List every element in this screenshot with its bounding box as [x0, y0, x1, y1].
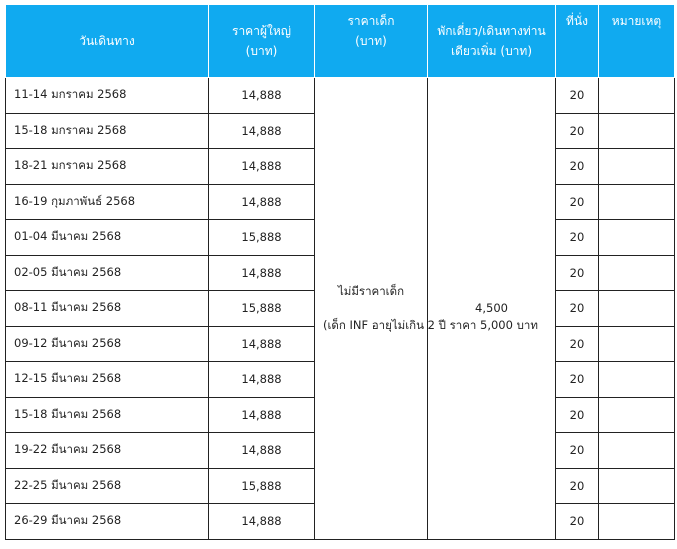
cell-note: [599, 362, 675, 398]
cell-note: [599, 397, 675, 433]
header-date: วันเดินทาง: [6, 5, 209, 78]
cell-note: [599, 184, 675, 220]
cell-single-supplement: 4,500: [428, 78, 556, 540]
cell-adult-price: 14,888: [209, 397, 315, 433]
header-seats: ที่นั่ง: [556, 5, 599, 78]
cell-travel-date: 18-21 มกราคม 2568: [6, 149, 209, 185]
cell-note: [599, 149, 675, 185]
cell-note: [599, 78, 675, 114]
cell-adult-price: 14,888: [209, 184, 315, 220]
cell-adult-price: 14,888: [209, 504, 315, 540]
cell-adult-price: 15,888: [209, 468, 315, 504]
cell-adult-price: 14,888: [209, 78, 315, 114]
cell-seats: 20: [556, 113, 599, 149]
cell-adult-price: 14,888: [209, 149, 315, 185]
cell-travel-date: 15-18 มีนาคม 2568: [6, 397, 209, 433]
cell-note: [599, 113, 675, 149]
tour-price-table-wrapper: [5, 4, 675, 540]
cell-travel-date: 09-12 มีนาคม 2568: [6, 326, 209, 362]
cell-seats: 20: [556, 468, 599, 504]
cell-travel-date: 11-14 มกราคม 2568: [6, 78, 209, 114]
table-row: [6, 78, 675, 114]
cell-adult-price: 15,888: [209, 220, 315, 256]
cell-seats: 20: [556, 433, 599, 469]
cell-seats: 20: [556, 291, 599, 327]
cell-travel-date: 15-18 มกราคม 2568: [6, 113, 209, 149]
child-price-note-title: ไม่มีราคาเด็ก: [337, 283, 405, 298]
header-row: [6, 5, 675, 78]
cell-seats: 20: [556, 184, 599, 220]
cell-seats: 20: [556, 362, 599, 398]
header-child-price: ราคาเด็ก (บาท): [315, 5, 428, 78]
cell-seats: 20: [556, 255, 599, 291]
cell-note: [599, 326, 675, 362]
cell-seats: 20: [556, 78, 599, 114]
cell-adult-price: 14,888: [209, 113, 315, 149]
cell-note: [599, 468, 675, 504]
cell-seats: 20: [556, 220, 599, 256]
cell-travel-date: 22-25 มีนาคม 2568: [6, 468, 209, 504]
cell-seats: 20: [556, 504, 599, 540]
cell-seats: 20: [556, 397, 599, 433]
cell-travel-date: 26-29 มีนาคม 2568: [6, 504, 209, 540]
cell-adult-price: 14,888: [209, 362, 315, 398]
cell-travel-date: 12-15 มีนาคม 2568: [6, 362, 209, 398]
cell-seats: 20: [556, 149, 599, 185]
cell-travel-date: 02-05 มีนาคม 2568: [6, 255, 209, 291]
cell-note: [599, 220, 675, 256]
cell-travel-date: 08-11 มีนาคม 2568: [6, 291, 209, 327]
cell-note: [599, 255, 675, 291]
header-adult-price: ราคาผู้ใหญ่ (บาท): [209, 5, 315, 78]
child-price-spacer: [323, 300, 419, 317]
cell-note: [599, 291, 675, 327]
cell-adult-price: 14,888: [209, 255, 315, 291]
cell-note: [599, 504, 675, 540]
tour-price-table: [5, 4, 675, 540]
header-note: หมายเหตุ: [599, 5, 675, 78]
cell-adult-price: 14,888: [209, 326, 315, 362]
cell-adult-price: 14,888: [209, 433, 315, 469]
cell-note: [599, 433, 675, 469]
table-body: [6, 78, 675, 540]
header-single-supplement: พักเดี่ยว/เดินทางท่าน เดียวเพิ่ม (บาท): [428, 5, 556, 78]
cell-travel-date: 19-22 มีนาคม 2568: [6, 433, 209, 469]
child-price-note-detail: (เด็ก INF อายุไม่เกิน 2 ปี ราคา 5,000 บาท: [323, 317, 538, 332]
cell-travel-date: 16-19 กุมภาพันธ์ 2568: [6, 184, 209, 220]
cell-travel-date: 01-04 มีนาคม 2568: [6, 220, 209, 256]
cell-adult-price: 15,888: [209, 291, 315, 327]
cell-seats: 20: [556, 326, 599, 362]
